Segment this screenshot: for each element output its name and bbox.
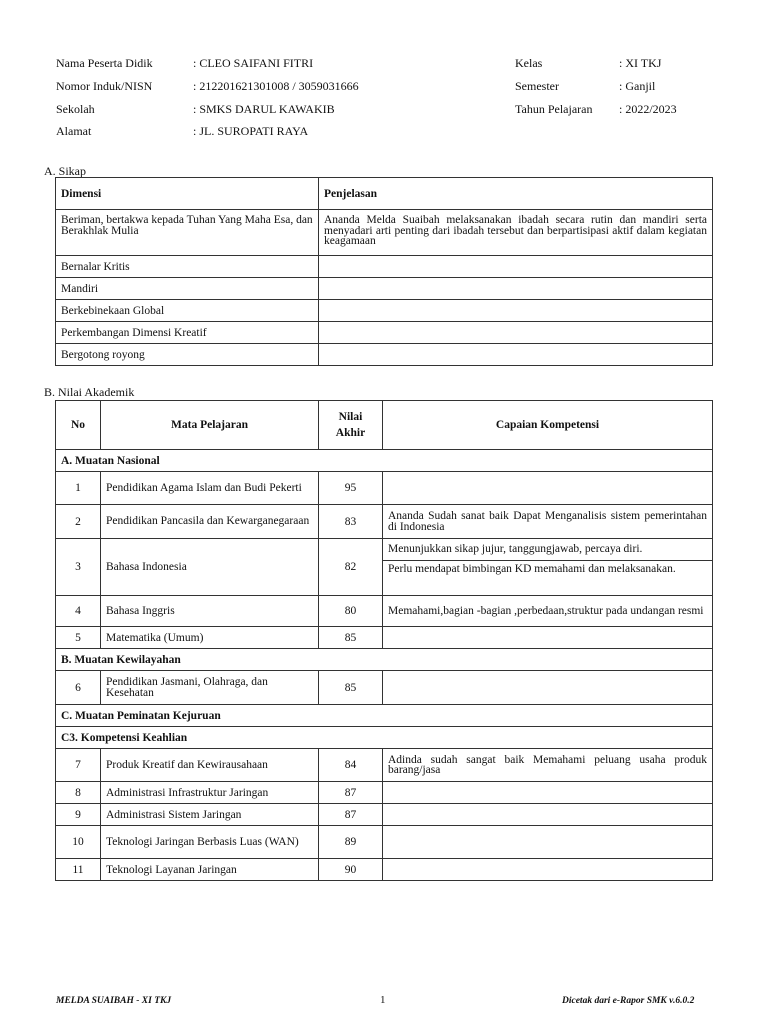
- mapel-cell: Pendidikan Pancasila dan Kewarganegaraan: [101, 505, 319, 539]
- header-penjelasan: Penjelasan: [319, 178, 713, 210]
- section-sikap-title: A. Sikap: [44, 164, 86, 178]
- sikap-row: [56, 256, 713, 278]
- sikap-row: [56, 278, 713, 300]
- label-kelas: Kelas: [515, 56, 543, 70]
- value-sekolah: : SMKS DARUL KAWAKIB: [193, 102, 335, 116]
- no-cell: 6: [56, 671, 101, 705]
- table-row: [56, 826, 713, 859]
- table-row: [56, 859, 713, 881]
- no-cell: 11: [56, 859, 101, 881]
- section-muatan-nasional: A. Muatan Nasional: [56, 450, 713, 472]
- mapel-cell: Produk Kreatif dan Kewirausahaan: [101, 749, 319, 782]
- penjelasan-cell: Ananda Melda Suaibah melaksanakan ibadah secara rutin dan mandiri serta menyadari arti penting dari ibadah tersebut dan berpartisipasi aktif dalam kegiatan keagamaan: [319, 210, 713, 256]
- section-akademik-title: B. Nilai Akademik: [44, 385, 135, 399]
- dimensi-cell: Perkembangan Dimensi Kreatif: [56, 322, 319, 344]
- nilai-cell: 87: [319, 782, 383, 804]
- no-cell: 5: [56, 627, 101, 649]
- penjelasan-cell: [319, 344, 713, 366]
- nilai-cell: 85: [319, 671, 383, 705]
- capaian-cell: Menunjukkan sikap jujur, tanggungjawab, percaya diri.: [383, 539, 712, 561]
- footer-student: MELDA SUAIBAH - XI TKJ: [56, 996, 172, 1006]
- dimensi-cell: Mandiri: [56, 278, 319, 300]
- value-semester: : Ganjil: [619, 79, 656, 93]
- akademik-table: [55, 400, 713, 881]
- nilai-cell: 87: [319, 804, 383, 826]
- no-cell: 2: [56, 505, 101, 539]
- section-kompetensi-keahlian: C3. Kompetensi Keahlian: [56, 727, 713, 749]
- capaian-cell: Ananda Sudah sanat baik Dapat Menganalisis sistem pemerintahan di Indonesia: [383, 505, 713, 539]
- value-alamat: : JL. SUROPATI RAYA: [193, 124, 309, 138]
- dimensi-cell: Bernalar Kritis: [56, 256, 319, 278]
- page-number: 1: [380, 994, 386, 1006]
- label-sekolah: Sekolah: [56, 102, 95, 116]
- dimensi-cell: Beriman, bertakwa kepada Tuhan Yang Maha Esa, dan Berakhlak Mulia: [56, 210, 319, 256]
- mapel-cell: Pendidikan Agama Islam dan Budi Pekerti: [101, 472, 319, 505]
- table-row: [56, 539, 713, 596]
- nilai-cell: 90: [319, 859, 383, 881]
- nilai-cell: 89: [319, 826, 383, 859]
- dimensi-cell: Berkebinekaan Global: [56, 300, 319, 322]
- nilai-cell: 85: [319, 627, 383, 649]
- penjelasan-cell: [319, 278, 713, 300]
- header-nilai: [319, 401, 383, 450]
- capaian-cell: [383, 627, 713, 649]
- nilai-cell: 83: [319, 505, 383, 539]
- header-nilai-1: Nilai: [338, 411, 363, 423]
- label-tahun: Tahun Pelajaran: [515, 102, 593, 116]
- table-row: [56, 671, 713, 705]
- mapel-cell: Pendidikan Jasmani, Olahraga, dan Kesehatan: [101, 671, 319, 705]
- no-cell: 8: [56, 782, 101, 804]
- capaian-cell: [383, 859, 713, 881]
- penjelasan-cell: [319, 256, 713, 278]
- header-mapel: Mata Pelajaran: [101, 401, 319, 450]
- section-muatan-kewilayahan: B. Muatan Kewilayahan: [56, 649, 713, 671]
- footer-version: Dicetak dari e-Rapor SMK v.6.0.2: [562, 996, 695, 1006]
- mapel-cell: Teknologi Jaringan Berbasis Luas (WAN): [101, 826, 319, 859]
- value-nama: : CLEO SAIFANI FITRI: [193, 56, 314, 70]
- mapel-cell: Bahasa Inggris: [101, 596, 319, 627]
- no-cell: 7: [56, 749, 101, 782]
- table-row: [56, 472, 713, 505]
- capaian-cell: [383, 472, 713, 505]
- no-cell: 3: [56, 539, 101, 596]
- table-row: [56, 505, 713, 539]
- no-cell: 1: [56, 472, 101, 505]
- no-cell: 4: [56, 596, 101, 627]
- dimensi-cell: Bergotong royong: [56, 344, 319, 366]
- table-row: [56, 804, 713, 826]
- no-cell: 10: [56, 826, 101, 859]
- sikap-row: [56, 322, 713, 344]
- header-nilai-2: Akhir: [335, 427, 366, 439]
- capaian-cell-split: [383, 539, 713, 596]
- mapel-cell: Matematika (Umum): [101, 627, 319, 649]
- label-nisn: Nomor Induk/NISN: [56, 79, 153, 93]
- capaian-cell: [383, 804, 713, 826]
- nilai-cell: 84: [319, 749, 383, 782]
- sikap-row: [56, 210, 713, 256]
- penjelasan-cell: [319, 300, 713, 322]
- label-semester: Semester: [515, 79, 559, 93]
- value-nisn: : 212201621301008 / 3059031666: [193, 79, 359, 93]
- capaian-cell: Perlu mendapat bimbingan KD memahami dan melaksanakan.: [388, 563, 676, 575]
- value-kelas: : XI TKJ: [619, 56, 662, 70]
- capaian-cell: Memahami,bagian -bagian ,perbedaan,struktur pada undangan resmi: [383, 596, 713, 627]
- capaian-cell: Adinda sudah sangat baik Memahami peluang usaha produk barang/jasa: [383, 749, 713, 782]
- mapel-cell: Administrasi Infrastruktur Jaringan: [101, 782, 319, 804]
- sikap-row: [56, 344, 713, 366]
- value-tahun: : 2022/2023: [619, 102, 677, 116]
- penjelasan-cell: [319, 322, 713, 344]
- sikap-row: [56, 300, 713, 322]
- no-cell: 9: [56, 804, 101, 826]
- nilai-cell: 82: [319, 539, 383, 596]
- capaian-cell: [383, 671, 713, 705]
- table-row: [56, 749, 713, 782]
- mapel-cell: Bahasa Indonesia: [101, 539, 319, 596]
- sikap-table: [55, 177, 713, 366]
- mapel-cell: Administrasi Sistem Jaringan: [101, 804, 319, 826]
- table-row: [56, 782, 713, 804]
- label-nama: Nama Peserta Didik: [56, 56, 153, 70]
- header-dimensi: Dimensi: [56, 178, 319, 210]
- header-capaian: Capaian Kompetensi: [383, 401, 713, 450]
- label-alamat: Alamat: [56, 124, 92, 138]
- nilai-cell: 80: [319, 596, 383, 627]
- header-no: No: [56, 401, 101, 450]
- mapel-cell: Teknologi Layanan Jaringan: [101, 859, 319, 881]
- table-row: [56, 627, 713, 649]
- section-muatan-peminatan: C. Muatan Peminatan Kejuruan: [56, 705, 713, 727]
- capaian-cell: [383, 826, 713, 859]
- table-row: [56, 596, 713, 627]
- capaian-cell: [383, 782, 713, 804]
- nilai-cell: 95: [319, 472, 383, 505]
